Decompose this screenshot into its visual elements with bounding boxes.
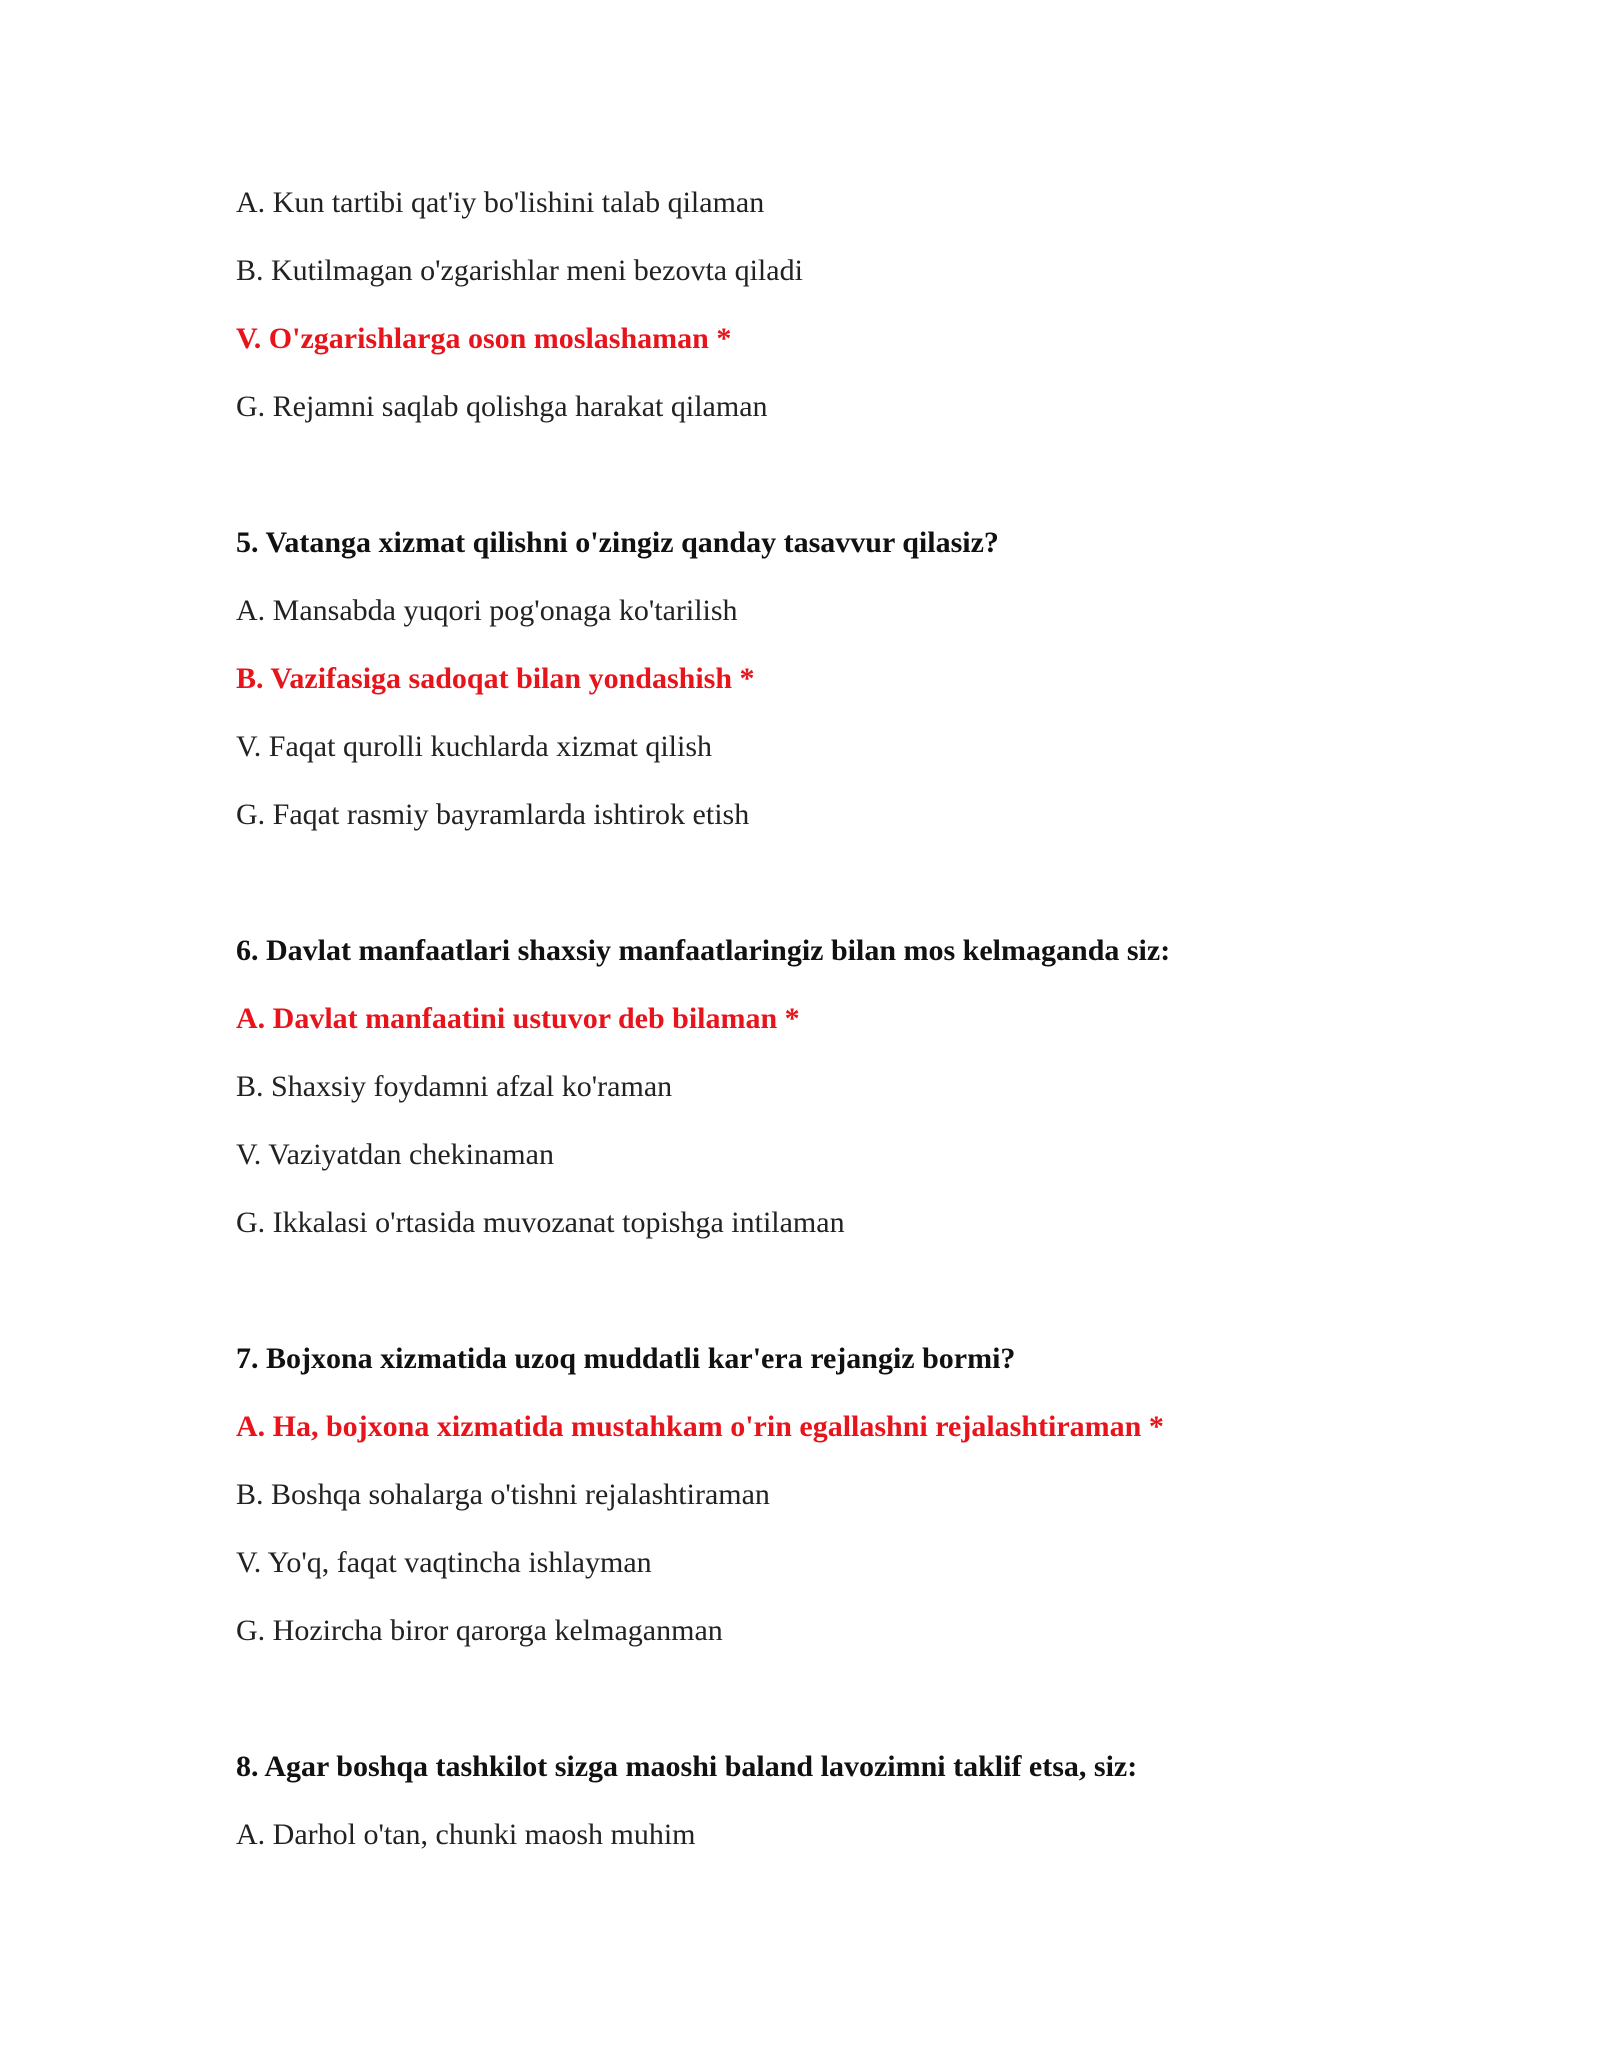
question-block-4-continued	[236, 185, 1436, 425]
option-v-correct: V. O'zgarishlarga oson moslashaman *	[236, 322, 732, 355]
question-block-6	[236, 933, 1436, 1241]
option-v: V. Faqat qurolli kuchlarda xizmat qilish	[236, 730, 713, 763]
option-b: B. Shaxsiy foydamni afzal ko'raman	[236, 1070, 673, 1103]
question-title: 8. Agar boshqa tashkilot sizga maoshi baland lavozimni taklif etsa, siz:	[236, 1750, 1138, 1783]
option-v: V. Vaziyatdan chekinaman	[236, 1138, 554, 1171]
option-v: V. Yo'q, faqat vaqtincha ishlayman	[236, 1546, 652, 1579]
option-g: G. Hozircha biror qarorga kelmaganman	[236, 1614, 723, 1647]
question-block-7	[236, 1341, 1436, 1649]
option-g: G. Faqat rasmiy bayramlarda ishtirok etish	[236, 798, 750, 831]
question-block-5	[236, 525, 1436, 833]
option-g: G. Ikkalasi o'rtasida muvozanat topishga intilaman	[236, 1206, 845, 1239]
option-a: A. Darhol o'tan, chunki maosh muhim	[236, 1818, 696, 1851]
option-b: B. Kutilmagan o'zgarishlar meni bezovta qiladi	[236, 254, 803, 287]
option-a-correct: A. Davlat manfaatini ustuvor deb bilaman *	[236, 1002, 800, 1035]
question-block-8	[236, 1749, 1436, 1853]
option-a: A. Mansabda yuqori pog'onaga ko'tarilish	[236, 594, 738, 627]
quiz-content	[236, 185, 1436, 1885]
option-g: G. Rejamni saqlab qolishga harakat qilaman	[236, 390, 768, 423]
option-a-correct: A. Ha, bojxona xizmatida mustahkam o'rin egallashni rejalashtiraman *	[236, 1410, 1164, 1443]
question-title: 6. Davlat manfaatlari shaxsiy manfaatlaringiz bilan mos kelmaganda siz:	[236, 934, 1171, 967]
question-title: 5. Vatanga xizmat qilishni o'zingiz qanday tasavvur qilasiz?	[236, 526, 999, 559]
option-a: A. Kun tartibi qat'iy bo'lishini talab qilaman	[236, 186, 765, 219]
option-b-correct: B. Vazifasiga sadoqat bilan yondashish *	[236, 662, 755, 695]
option-b: B. Boshqa sohalarga o'tishni rejalashtiraman	[236, 1478, 770, 1511]
question-title: 7. Bojxona xizmatida uzoq muddatli kar'era rejangiz bormi?	[236, 1342, 1016, 1375]
